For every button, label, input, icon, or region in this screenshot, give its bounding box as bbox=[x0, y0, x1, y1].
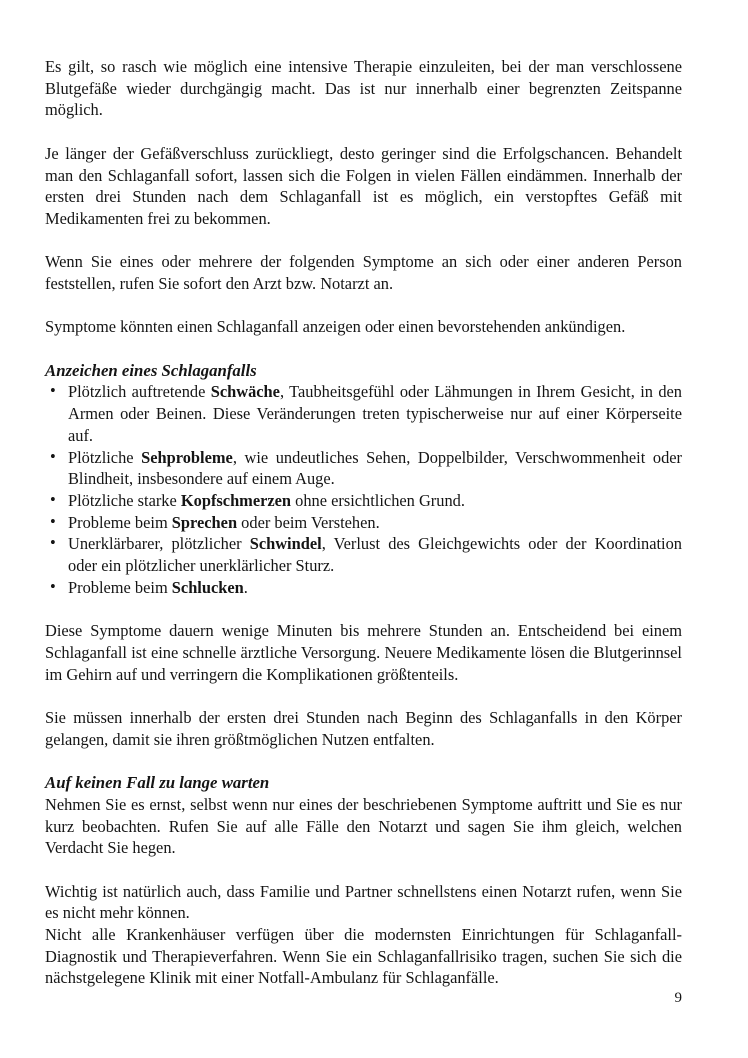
bullet-text-post: ohne ersichtlichen Grund. bbox=[291, 491, 465, 510]
intro-paragraph-2: Je länger der Gefäßverschluss zurückliegt, desto geringer sind die Erfolgschancen. Behandelt man den Schlaganfall sofort, lassen sich die Folgen in vielen Fällen eindämmen. Innerhalb der ersten drei Stunden nach dem Schlaganfall ist es möglich, ein verstopftes Gefäß mit Medikamenten frei zu bekommen. bbox=[45, 143, 682, 228]
bullet-keyword: Schwindel bbox=[249, 534, 322, 554]
symptoms-duration-paragraph: Diese Symptome dauern wenige Minuten bis mehrere Stunden an. Entscheidend bei einem Schlaganfall ist eine schnelle ärztliche Versorgung. Neuere Medikamente lösen die Blutgerinnsel im Gehirn auf und verringern die Komplikationen größtenteils. bbox=[45, 621, 682, 684]
bullet-icon: • bbox=[50, 576, 56, 596]
bullet-keyword: Kopfschmerzen bbox=[180, 491, 292, 510]
bullet-text-post: , Verlust des Gleichgewichts oder der Koordination oder ein plötzlicher unerklärlicher Sturz. bbox=[68, 534, 682, 576]
list-item-dizziness bbox=[45, 533, 682, 576]
document-content bbox=[45, 56, 682, 989]
medication-window-paragraph: Sie müssen innerhalb der ersten drei Stunden nach Beginn des Schlaganfalls in den Körper gelangen, damit sie ihren größtmöglichen Nutzen entfalten. bbox=[45, 708, 682, 749]
bullet-text-pre: Plötzliche bbox=[68, 447, 142, 467]
bullet-keyword: Sehprobleme bbox=[141, 447, 233, 467]
bullet-icon: • bbox=[50, 446, 56, 466]
list-item-speech bbox=[45, 512, 682, 534]
intro-paragraph-1: Es gilt, so rasch wie möglich eine intensive Therapie einzuleiten, bei der man verschlossene Blutgefäße wieder durchgängig macht. Das ist nur innerhalb einer begrenzten Zeitspanne möglich. bbox=[45, 57, 682, 120]
bullet-text-post: , wie undeutliches Sehen, Doppelbilder, Verschwommenheit oder Blindheit, insbesondere auf einem Auge. bbox=[68, 447, 682, 489]
intro-paragraph-4: Symptome könnten einen Schlaganfall anzeigen oder einen bevorstehenden ankündigen. bbox=[45, 317, 626, 337]
bullet-icon: • bbox=[50, 511, 56, 531]
intro-paragraph-3: Wenn Sie eines oder mehrere der folgenden Symptome an sich oder einer anderen Person feststellen, rufen Sie sofort den Arzt bzw. Notarzt an. bbox=[45, 252, 682, 293]
bullet-text-post: , Taubheitsgefühl oder Lähmungen in Ihrem Gesicht, in den Armen oder Beinen. Diese Veränderungen treten typischerweise nur auf einer Körperseite auf. bbox=[68, 382, 682, 445]
list-item-headache bbox=[45, 490, 682, 512]
bullet-text-pre: Probleme beim bbox=[68, 512, 172, 532]
family-call-paragraph: Wichtig ist natürlich auch, dass Familie und Partner schnellstens einen Notarzt rufen, wenn Sie es nicht mehr können. bbox=[45, 881, 682, 923]
bullet-icon: • bbox=[50, 381, 56, 401]
page-number: 9 bbox=[674, 990, 682, 1006]
bullet-keyword: Sprechen bbox=[171, 512, 238, 532]
bullet-icon: • bbox=[50, 533, 56, 553]
bullet-keyword: Schwäche bbox=[210, 382, 280, 402]
section-heading-signs: Anzeichen eines Schlaganfalls bbox=[45, 360, 257, 380]
hospital-paragraph: Nicht alle Krankenhäuser verfügen über die modernsten Einrichtungen für Schlaganfall-Diagnostik und Therapieverfahren. Wenn Sie ein Schlaganfallrisiko tragen, suchen Sie sich die nächstgelegene Klinik mit einer Notfall-Ambulanz für Schlaganfälle. bbox=[45, 925, 682, 988]
bullet-text-pre: Probleme beim bbox=[68, 577, 172, 597]
bullet-text-post: oder beim Verstehen. bbox=[237, 512, 380, 532]
bullet-keyword: Schlucken bbox=[171, 577, 244, 597]
section-heading-wait: Auf keinen Fall zu lange warten bbox=[45, 773, 270, 793]
bullet-text-pre: Unerklärbarer, plötzlicher bbox=[68, 534, 250, 554]
bullet-text-post: . bbox=[243, 577, 248, 597]
bullet-text-pre: Plötzliche starke bbox=[68, 491, 181, 510]
bullet-icon: • bbox=[50, 490, 56, 509]
bullet-text-pre: Plötzlich auftretende bbox=[68, 382, 211, 402]
list-item-swallowing bbox=[45, 577, 682, 599]
symptom-list bbox=[45, 381, 682, 598]
take-seriously-paragraph: Nehmen Sie es ernst, selbst wenn nur eines der beschriebenen Symptome auftritt und Sie es nur kurz beobachten. Rufen Sie auf alle Fälle den Notarzt und sagen Sie ihm gleich, welchen Verdacht Sie hegen. bbox=[45, 794, 682, 858]
list-item-weakness bbox=[45, 381, 682, 446]
list-item-vision bbox=[45, 447, 682, 490]
